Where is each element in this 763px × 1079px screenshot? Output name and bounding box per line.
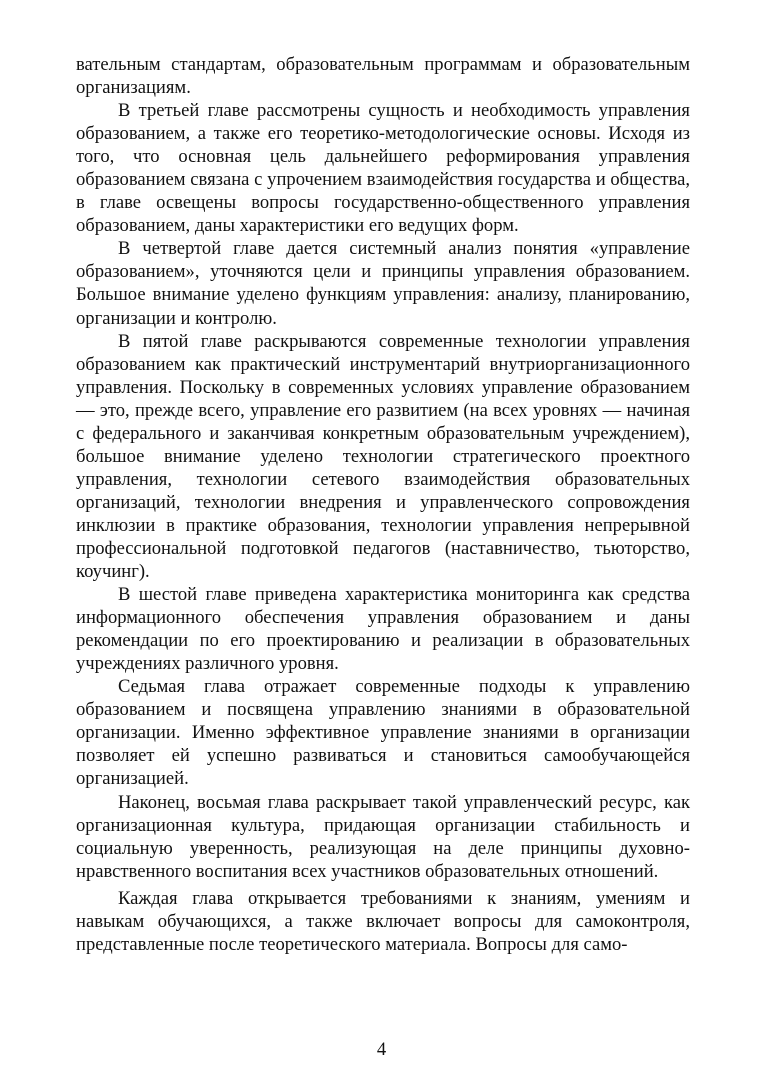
paragraph-chapter-6: В шестой главе приведена характеристика мониторинга как средства информационного обеспечения управления образованием и даны рекомендации по его проектированию и реализации в образовательных учреждениях различного уровня. xyxy=(76,584,690,675)
paragraph-chapter-3: В третьей главе рассмотрены сущность и необходимость управления образованием, а также его теоретико-методологические основы. Исходя из того, что основная цель дальнейшего реформирования управления образованием связана с упрочением взаимодействия государства и общества, в главе освещены вопросы государственно-общественного управления образованием, даны характеристики его ведущих форм. xyxy=(76,100,690,237)
paragraph-chapter-4: В четвертой главе дается системный анализ понятия «управление образованием», уточняются цели и принципы управления образованием. Большое внимание уделено функциям управления: анализу, планированию, организации и контролю. xyxy=(76,238,690,329)
paragraph-chapter-8: Наконец, восьмая глава раскрывает такой управленческий ресурс, как организационная культура, придающая организации стабильность и социальную уверенность, реализующая на деле принципы духовно-нравственного воспитания всех участников образовательных отношений. xyxy=(76,791,690,882)
paragraph-chapter-structure: Каждая глава открывается требованиями к знаниям, умениям и навыкам обучающихся, а также включает вопросы для самоконтроля, представленные после теоретического материала. Вопросы для само- xyxy=(76,887,690,955)
page-number: 4 xyxy=(376,1039,387,1060)
paragraph-continuation: вательным стандартам, образовательным программам и образовательным организациям. xyxy=(76,54,690,99)
document-body xyxy=(76,53,690,956)
paragraph-chapter-7: Седьмая глава отражает современные подходы к управлению образованием и посвящена управлению знаниями в образовательной организации. Именно эффективное управление знаниями в организации позволяет ей успешно развиваться и становиться самообучающейся организацией. xyxy=(76,676,690,790)
paragraph-chapter-5: В пятой главе раскрываются современные технологии управления образованием как практический инструментарий внутриорганизационного управления. Поскольку в современных условиях управление образованием — это, прежде всего, управление его развитием (на всех уровнях — начиная с федерального и заканчивая конкретным образовательным учреждением), большое внимание уделено технологии стратегического проектного управления, технологии сетевого взаимодействия образовательных организаций, технологии внедрения и управленческого сопровождения инклюзии в практике образования, технологии управления непрерывной профессиональной подготовкой педагогов (наставничество, тьюторство, коучинг). xyxy=(76,330,690,583)
